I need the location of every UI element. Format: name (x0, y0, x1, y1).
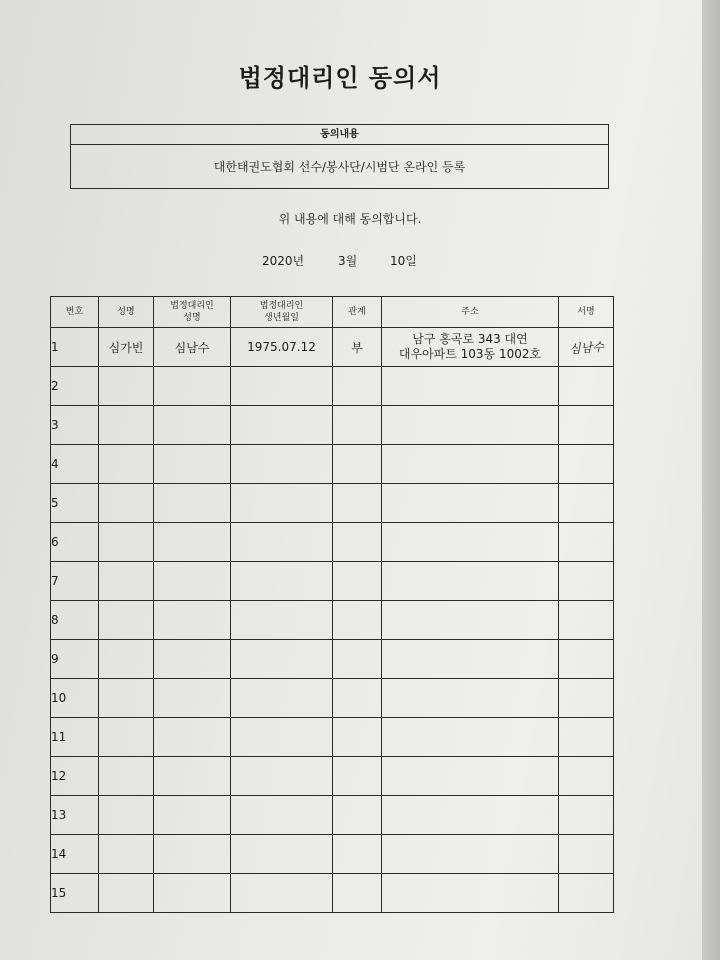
cell-address (382, 757, 559, 796)
cell-address (382, 718, 559, 757)
cell-name (99, 406, 154, 445)
cell-name (99, 523, 154, 562)
consent-text: 대한태권도협회 선수/봉사단/시범단 온라인 등록 (213, 160, 466, 174)
cell-address (382, 445, 559, 484)
cell-guardian-birth (231, 835, 333, 874)
cell-address (382, 523, 559, 562)
guardian-table (50, 296, 614, 913)
date-year: 2020년 (262, 254, 305, 268)
cell-no: 5 (51, 484, 99, 523)
header-relation: 관계 (333, 297, 382, 328)
cell-signature (557, 638, 615, 681)
cell-relation (333, 484, 382, 523)
cell-address (382, 601, 559, 640)
cell-signature (557, 443, 615, 486)
header-address: 주소 (382, 297, 559, 328)
header-name: 성명 (99, 297, 154, 328)
table-row (51, 640, 614, 679)
cell-no: 10 (51, 679, 99, 718)
cell-guardian-birth (231, 562, 333, 601)
cell-signature (557, 716, 615, 759)
cell-name (99, 679, 154, 718)
cell-relation (333, 523, 382, 562)
cell-signature (557, 365, 615, 408)
cell-relation (333, 601, 382, 640)
cell-no: 11 (51, 718, 99, 757)
cell-relation (333, 445, 382, 484)
cell-name (99, 484, 154, 523)
paper-edge (702, 0, 720, 960)
cell-relation: 부 (333, 328, 382, 367)
cell-guardian-name (154, 835, 231, 874)
cell-guardian-birth (231, 367, 333, 406)
cell-guardian-name: 심남수 (154, 328, 231, 367)
table-header-row (51, 297, 614, 328)
header-guardian-name (154, 297, 231, 328)
cell-no: 4 (51, 445, 99, 484)
cell-guardian-birth (231, 640, 333, 679)
cell-signature (557, 482, 615, 525)
table-row (51, 445, 614, 484)
cell-address (382, 328, 559, 367)
date-day: 10일 (390, 254, 417, 268)
cell-relation (333, 796, 382, 835)
cell-relation (333, 406, 382, 445)
cell-guardian-name (154, 523, 231, 562)
cell-signature: 심남수 (557, 326, 615, 369)
cell-guardian-name (154, 679, 231, 718)
cell-address (382, 874, 559, 913)
cell-no: 6 (51, 523, 99, 562)
cell-name (99, 601, 154, 640)
table-row (51, 601, 614, 640)
cell-no: 13 (51, 796, 99, 835)
header-guardian-name-line2: 성명 (183, 313, 201, 323)
cell-name (99, 367, 154, 406)
cell-address (382, 640, 559, 679)
cell-relation (333, 562, 382, 601)
document-title: 법정대리인 동의서 (238, 64, 442, 92)
cell-signature (557, 404, 615, 447)
cell-guardian-name (154, 562, 231, 601)
cell-guardian-birth (231, 874, 333, 913)
cell-no: 2 (51, 367, 99, 406)
table-row (51, 484, 614, 523)
cell-guardian-name (154, 601, 231, 640)
cell-guardian-birth: 1975.07.12 (231, 328, 333, 367)
address-line1: 남구 홍곡로 343 대연 (412, 332, 528, 346)
cell-guardian-birth (231, 757, 333, 796)
cell-no: 15 (51, 874, 99, 913)
cell-guardian-birth (231, 796, 333, 835)
cell-signature (557, 521, 615, 564)
cell-name: 심가빈 (99, 328, 154, 367)
cell-signature (557, 755, 615, 798)
cell-guardian-name (154, 367, 231, 406)
cell-guardian-birth (231, 679, 333, 718)
header-guardian-name-line1: 법정대리인 (170, 301, 214, 311)
cell-relation (333, 367, 382, 406)
cell-relation (333, 640, 382, 679)
cell-address (382, 835, 559, 874)
consent-header: 동의내용 (71, 125, 608, 145)
table-row (51, 757, 614, 796)
cell-address (382, 562, 559, 601)
cell-signature (557, 833, 615, 876)
cell-name (99, 835, 154, 874)
cell-guardian-name (154, 796, 231, 835)
cell-guardian-name (154, 445, 231, 484)
cell-name (99, 796, 154, 835)
cell-no: 1 (51, 328, 99, 367)
cell-relation (333, 757, 382, 796)
cell-no: 14 (51, 835, 99, 874)
cell-guardian-name (154, 718, 231, 757)
header-signature: 서명 (559, 297, 614, 328)
consent-box (70, 124, 609, 189)
cell-no: 8 (51, 601, 99, 640)
cell-address (382, 484, 559, 523)
cell-signature (557, 872, 615, 915)
cell-guardian-name (154, 874, 231, 913)
header-no: 번호 (51, 297, 99, 328)
cell-signature (557, 599, 615, 642)
cell-signature (557, 794, 615, 837)
cell-relation (333, 835, 382, 874)
cell-guardian-name (154, 640, 231, 679)
date-month: 3월 (338, 254, 358, 268)
cell-name (99, 445, 154, 484)
header-guardian-birth-line2: 생년월일 (264, 313, 299, 323)
cell-address (382, 679, 559, 718)
cell-relation (333, 718, 382, 757)
cell-address (382, 406, 559, 445)
cell-name (99, 640, 154, 679)
cell-guardian-birth (231, 484, 333, 523)
address-line2: 대우아파트 103동 1002호 (398, 347, 542, 361)
cell-name (99, 718, 154, 757)
cell-signature (557, 560, 615, 603)
cell-name (99, 562, 154, 601)
cell-name (99, 757, 154, 796)
header-guardian-birth (231, 297, 333, 328)
cell-no: 7 (51, 562, 99, 601)
cell-relation (333, 874, 382, 913)
cell-guardian-name (154, 757, 231, 796)
table-row (51, 835, 614, 874)
cell-name (99, 874, 154, 913)
cell-address (382, 367, 559, 406)
cell-address (382, 796, 559, 835)
table-row (51, 328, 614, 367)
cell-guardian-birth (231, 601, 333, 640)
cell-guardian-birth (231, 523, 333, 562)
cell-guardian-birth (231, 406, 333, 445)
cell-no: 3 (51, 406, 99, 445)
cell-signature (557, 677, 615, 720)
cell-no: 9 (51, 640, 99, 679)
cell-guardian-birth (231, 445, 333, 484)
cell-guardian-birth (231, 718, 333, 757)
cell-no: 12 (51, 757, 99, 796)
table-row (51, 718, 614, 757)
table-row (51, 406, 614, 445)
table-row (51, 796, 614, 835)
header-guardian-birth-line1: 법정대리인 (259, 301, 304, 311)
table-row (51, 679, 614, 718)
cell-guardian-name (154, 406, 231, 445)
agree-statement: 위 내용에 대해 동의합니다. (278, 212, 422, 226)
cell-relation (333, 679, 382, 718)
table-row (51, 367, 614, 406)
table-row (51, 874, 614, 913)
table-row (51, 562, 614, 601)
table-row (51, 523, 614, 562)
cell-guardian-name (154, 484, 231, 523)
